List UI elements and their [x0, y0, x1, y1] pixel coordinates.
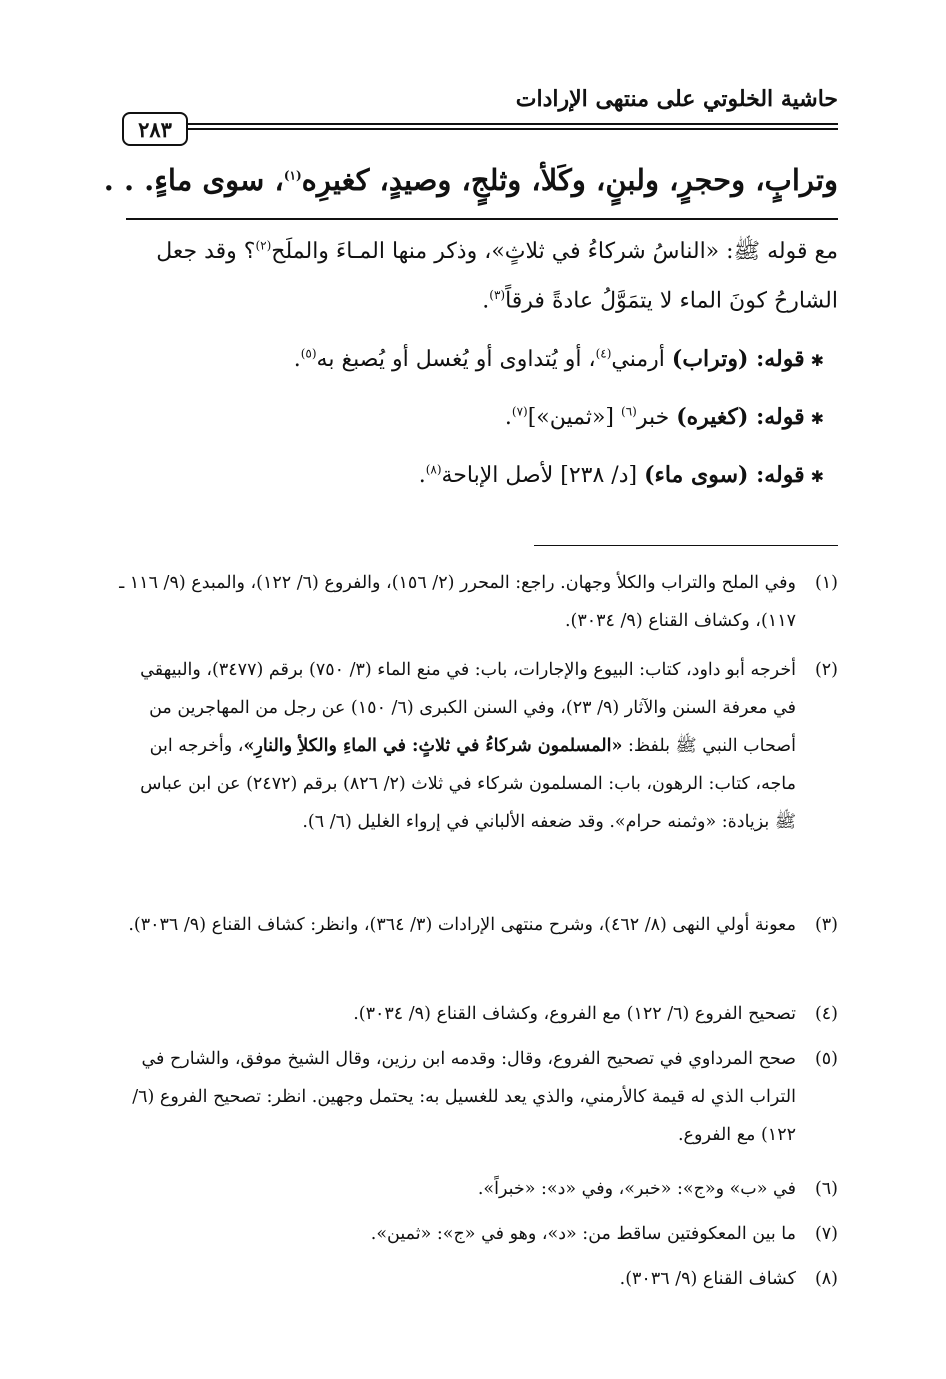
- footnote: (١) وفي الملح والتراب والكلأ وجهان. راجع: المحرر (٢/ ١٥٦)، والفروع (٦/ ١٢٢)، والمبدع (٩/ ١١٦ ـ ١١٧)، وكشاف القناع (٩/ ٣٠٣٤).: [119, 573, 838, 631]
- footnote-divider: [534, 545, 838, 546]
- footnote-ref: (٢): [255, 238, 272, 253]
- star-bullet-icon: ✱: [810, 467, 824, 486]
- running-header-title: حاشية الخلوتي على منتهى الإرادات: [515, 86, 838, 112]
- page-number: ٢٨٣: [122, 112, 188, 146]
- commentary-line: مع قوله ﷺ: «الناسُ شركاءُ في ثلاثٍ»، وذكر منها المـاءَ والملَح$^{(٢)}$؟ وقد جعل: [156, 238, 838, 264]
- star-bullet-icon: ✱: [810, 351, 824, 370]
- qawl-entry: ✱قوله: (وتراب) أرمني$^{(٤)}$، أو يُتداوى أو يُغسل أو يُصبغ به$^{(٥)}$.: [293, 346, 824, 372]
- header-double-rule: [186, 123, 838, 130]
- matn-text: وترابٍ، وحجرٍ، ولبنٍ، وكَلأ، وثلجٍ، وصيدٍ، كغيرِه$^{(١)}$، سوى ماءٍ. . .: [103, 163, 838, 197]
- qawl-entry: ✱قوله: (سوى ماء) [د/ ٢٣٨] لأصل الإباحة$^{(٨)}$.: [418, 462, 824, 488]
- footnote: (٣) معونة أولي النهى (٨/ ٤٦٢)، وشرح منتهى الإرادات (٣/ ٣٦٤)، وانظر: كشاف القناع (٩/ ٣٠٣٦).: [128, 915, 838, 935]
- footnote: (٨) كشاف القناع (٩/ ٣٠٣٦).: [619, 1269, 838, 1289]
- footnote-ref: (١): [283, 168, 302, 183]
- qawl-entry: ✱قوله: (كغيره) خبر$^{(٦)}$ [«ثمين»]$^{(٧)}$.: [504, 404, 824, 430]
- footnote: (٦) في «ب» و«ج»: «خبر»، وفي «د»: «خبراً».: [477, 1179, 838, 1199]
- footnote: (٤) تصحيح الفروع (٦/ ١٢٢) مع الفروع، وكشاف القناع (٩/ ٣٠٣٤).: [353, 1004, 838, 1024]
- footnote: (٢) أخرجه أبو داود، كتاب: البيوع والإجارات، باب: في منع الماء (٣/ ٧٥٠) برقم (٣٤٧٧)، والبيهقي في معرفة السنن والآثار (٩/ ٢٣)، وفي السنن الكبرى (٦/ ١٥٠) عن رجل من المهاجرين من أصحاب النبي ﷺ بلفظ: «المسلمون شركاءُ في ثلاثٍ: في الماءِ والكلأِ والنارِ»، وأخرجه ابن ماجه، كتاب: الرهون، باب: المسلمون شركاء في ثلاث (٢/ ٨٢٦) برقم (٢٤٧٢) عن ابن عباس ﷺ بزيادة: «وثمنه حرام». وقد ضعفه الألباني في إرواء الغليل (٦/ ٦).: [140, 660, 838, 832]
- star-bullet-icon: ✱: [810, 409, 824, 428]
- matn-divider: [126, 218, 838, 220]
- footnote: (٥) صحح المرداوي في تصحيح الفروع، وقال: وقدمه ابن رزين، وقال الشيخ موفق، والشارح في التراب الذي له قيمة كالأرمني، والذي يعد للغسيل به: يحتمل وجهين. انظر: تصحيح الفروع (٦/ ١٢٢) مع الفروع.: [132, 1049, 838, 1145]
- commentary-line: الشارحُ كونَ الماء لا يتمَوَّلُ عادةً فرقاً$^{(٣)}$.: [482, 288, 838, 314]
- footnote-ref: (٣): [489, 288, 506, 302]
- footnote: (٧) ما بين المعكوفتين ساقط من: «د»، وهو في «ج»: «ثمين».: [370, 1224, 838, 1244]
